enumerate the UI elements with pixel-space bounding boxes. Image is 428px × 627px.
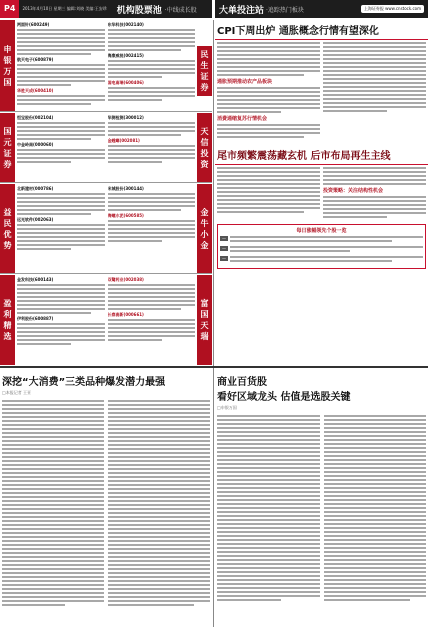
band-tag-right — [197, 113, 212, 182]
tag-char: 天 — [200, 321, 209, 330]
band-body — [17, 114, 195, 181]
band-shenyin — [0, 20, 212, 112]
band-yimin — [0, 184, 212, 274]
tag-char: 万 — [3, 66, 12, 76]
list-item: — — [220, 236, 423, 244]
band-tag — [0, 113, 15, 182]
tag-char: 国 — [3, 126, 12, 136]
top-gainers-title: 每日涨幅领先个股一览 — [296, 228, 347, 234]
band-tag-right — [197, 46, 212, 96]
text-column — [2, 400, 104, 608]
stock-title: 北新建材(000786) — [17, 186, 54, 191]
tag-char: 盈 — [3, 299, 12, 308]
stock-title: 航天电子(600879) — [17, 57, 54, 62]
stock-title: 华胜天成(600410) — [17, 88, 54, 93]
text-column — [108, 114, 196, 181]
column-divider — [213, 20, 214, 627]
cpi-headline: CPI下周出炉 通胀概念行情有望深化 — [215, 20, 428, 40]
stock-title: 两面针(600249) — [17, 22, 50, 27]
text-column — [323, 167, 426, 220]
list-item: — — [220, 246, 423, 254]
text-column — [108, 400, 210, 608]
tag-char: 益 — [3, 207, 12, 217]
band-tag-right — [197, 184, 212, 273]
band-tag — [0, 184, 15, 273]
text-column — [108, 21, 196, 110]
tag-char: 券 — [200, 83, 209, 92]
market-subhead: 投资策略：关注结构性机会 — [323, 188, 384, 194]
site-badge: 上海证券报 www.cnstock.com — [361, 5, 424, 13]
top-gainers-box — [217, 224, 426, 269]
stock-title: 伊利股份(600887) — [17, 316, 54, 321]
tag-char: 国 — [200, 310, 209, 319]
text-column — [17, 276, 105, 364]
text-column — [17, 185, 105, 272]
tag-char: 民 — [200, 50, 209, 59]
left-page-header — [0, 0, 212, 18]
tag-char: 信 — [200, 137, 209, 147]
tag-char: 金 — [200, 207, 209, 217]
consumer-byline: □本报记者 王亚 — [2, 390, 32, 395]
page-number: P4 — [0, 0, 19, 18]
stock-title: 金螳螂(002081) — [107, 138, 140, 143]
band-body — [17, 185, 195, 272]
stock-title: 恒宝股份(002104) — [17, 115, 54, 120]
stock-title: 海螺水泥(600585) — [107, 213, 144, 218]
retail-byline: □申银万国 — [217, 405, 237, 410]
broker-picks-column — [0, 20, 212, 365]
header-date: 2013年4月10日 星期三 编辑:刘晓 美编:王安珍 — [22, 6, 107, 11]
text-column — [17, 114, 105, 181]
market-headline: 尾市频繁震荡藏玄机 后市布局再生主线 — [215, 145, 428, 165]
cpi-subhead: 消费通缩复苏行情机会 — [217, 116, 268, 122]
text-column — [17, 21, 105, 110]
stock-title: 双鹭药业(002038) — [107, 277, 144, 282]
tag-char: 元 — [3, 137, 12, 147]
retail-headline: 商业百货股 — [217, 377, 267, 388]
section-subtitle: ·中线成长股 — [164, 6, 197, 14]
stock-title: 金发科技(600143) — [17, 277, 54, 282]
tag-char: 优 — [3, 229, 12, 239]
tag-char: 投 — [200, 148, 209, 158]
tag-char: 选 — [3, 332, 12, 341]
stock-title: 海康威视(002415) — [107, 53, 144, 58]
tag-char: 利 — [3, 310, 12, 319]
market-body — [215, 165, 428, 222]
tag-char: 生 — [200, 61, 209, 70]
tag-char: 申 — [3, 44, 12, 54]
band-tag — [0, 20, 15, 111]
band-body — [17, 276, 195, 364]
band-yingli — [0, 275, 212, 365]
stock-title: 国电南瑞(600406) — [107, 80, 144, 85]
section-title: 机构股票池 — [116, 5, 162, 16]
tag-char: 金 — [200, 240, 209, 250]
text-column — [217, 42, 320, 140]
stock-title: 长春高新(000661) — [107, 312, 144, 317]
band-tag-right — [197, 275, 212, 365]
section-divider — [0, 366, 428, 368]
retail-article — [215, 369, 428, 627]
tag-char: 小 — [200, 229, 209, 239]
tag-char: 证 — [200, 72, 209, 81]
market-analysis-column — [215, 20, 428, 365]
band-body — [17, 21, 195, 110]
stock-title: 华测检测(300012) — [107, 115, 144, 120]
consumer-article — [0, 369, 212, 627]
tag-char: 资 — [200, 159, 209, 169]
consumer-body — [0, 398, 212, 610]
right-page-header — [215, 0, 428, 18]
tag-char: 国 — [3, 77, 12, 87]
stock-title: 远光软件(002063) — [17, 217, 54, 222]
tag-char: 势 — [3, 240, 12, 250]
right-section-title: 大单投注站 — [219, 5, 265, 16]
text-column — [108, 276, 196, 364]
cpi-body — [215, 40, 428, 142]
stock-title: 中金岭南(000060) — [17, 142, 54, 147]
band-guoyuan — [0, 113, 212, 183]
text-column — [108, 185, 196, 272]
consumer-headline: 深挖“大消费”三类品种爆发潜力最强 — [2, 377, 166, 388]
tag-char: 天 — [200, 126, 209, 136]
tag-char: 精 — [3, 321, 12, 330]
tag-char: 富 — [200, 299, 209, 308]
list-item: — — [220, 256, 423, 264]
tag-char: 证 — [3, 148, 12, 158]
band-tag — [0, 275, 15, 365]
text-column — [217, 415, 320, 603]
tag-char: 牛 — [200, 218, 209, 228]
right-section-subtitle: ·追踪热门板块 — [266, 6, 304, 14]
cpi-subhead: 通胀预期推动农产品板块 — [217, 79, 273, 85]
tag-char: 银 — [3, 55, 12, 65]
stock-title: 宋城股份(300144) — [107, 186, 144, 191]
text-column — [323, 42, 426, 140]
text-column — [324, 415, 427, 603]
retail-headline-2: 看好区域龙头 估值是选股关键 — [217, 392, 351, 403]
tag-char: 瑞 — [200, 332, 209, 341]
retail-body — [215, 413, 428, 605]
stock-title: 东华科技(002140) — [107, 22, 144, 27]
tag-char: 券 — [3, 159, 12, 169]
text-column — [217, 167, 320, 220]
tag-char: 民 — [3, 218, 12, 228]
